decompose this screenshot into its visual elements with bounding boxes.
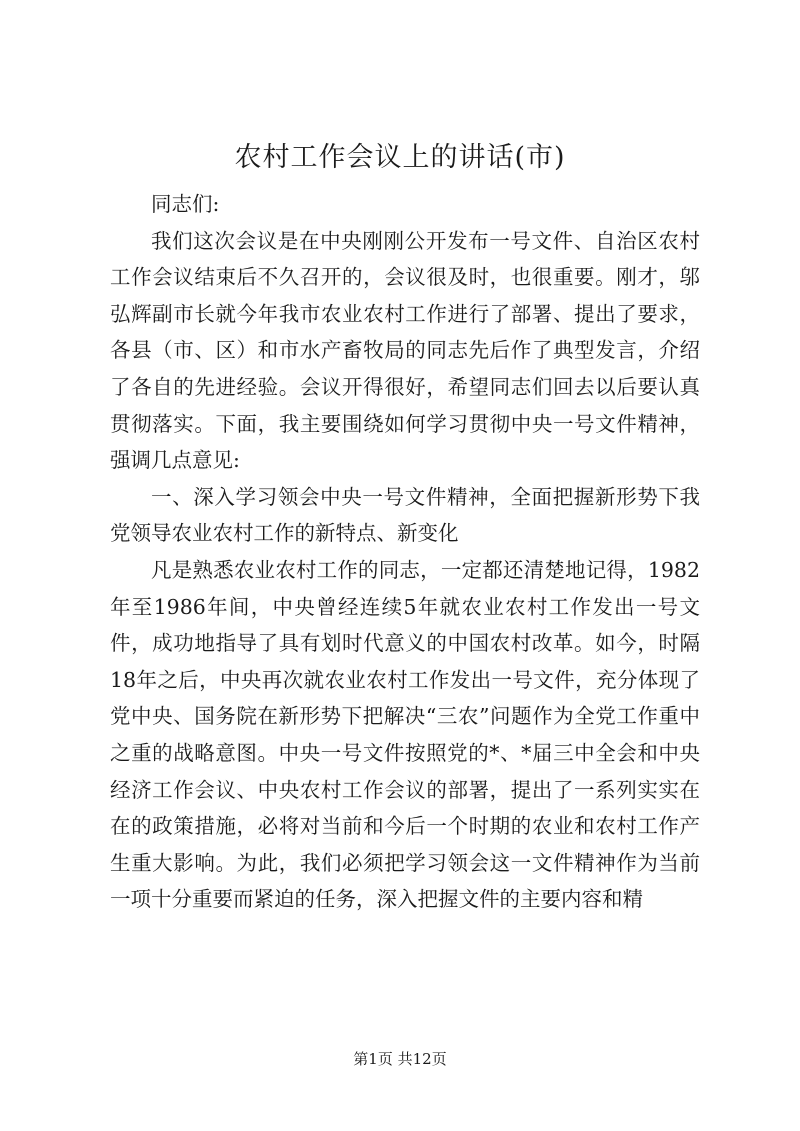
salutation: 同志们: <box>151 192 220 216</box>
paragraph-section-1: 凡是熟悉农业农村工作的同志，一定都还清楚地记得，1982年至1986年间，中央曾经连续5年就农业农村工作发出一号文件，成功地指导了具有划时代意义的中国农村改革。如今，时隔18年之后，中央再次就农业农村工作发出一号文件，充分体现了党中央、国务院在新形势下把解决“三农”问题作为全党工作重中之重的战略意图。中央一号文件按照党的*、*届三中全会和中央经济工作会议、中央农村工作会议的部署，提出了一系列实实在在的政策措施，必将对当前和今后一个时期的农业和农村工作产生重大影响。为此，我们必须把学习领会这一文件精神作为当前一项十分重要而紧迫的任务，深入把握文件的主要内容和精 <box>110 557 700 912</box>
paragraph-intro: 我们这次会议是在中央刚刚公开发布一号文件、自治区农村工作会议结束后不久召开的，会议很及时，也很重要。刚才，邬弘辉副市长就今年我市农业农村工作进行了部署、提出了要求，各县（市、区）和市水产畜牧局的同志先后作了典型发言，介绍了各自的先进经验。会议开得很好，希望同志们回去以后要认真贯彻落实。下面，我主要围绕如何学习贯彻中央一号文件精神，强调几点意见: <box>110 228 700 473</box>
section-heading-1: 一、深入学习领会中央一号文件精神，全面把握新形势下我党领导农业农村工作的新特点、新变化 <box>110 484 700 546</box>
document-title: 农村工作会议上的讲话(市) <box>234 142 566 173</box>
page-number-footer: 第1页 共12页 <box>353 1050 447 1068</box>
document-body <box>110 186 700 918</box>
